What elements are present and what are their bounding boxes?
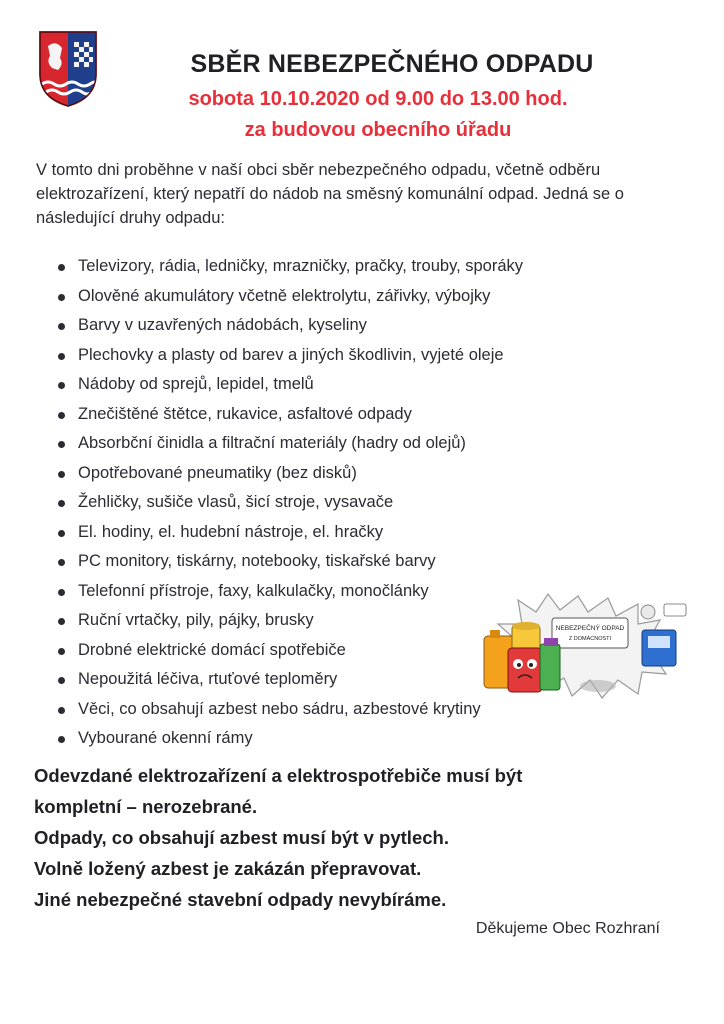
list-item xyxy=(56,400,656,430)
bullet-icon xyxy=(58,441,65,448)
bullet-icon xyxy=(58,323,65,330)
list-item-text: Žehličky, sušiče vlasů, šicí stroje, vysavače xyxy=(78,493,394,511)
list-item-text: Ruční vrtačky, pily, pájky, brusky xyxy=(78,611,314,629)
list-item-text: Televizory, rádia, ledničky, mrazničky, pračky, trouby, sporáky xyxy=(78,257,524,275)
note-line: kompletní – nerozebrané. xyxy=(34,796,258,817)
hazardous-waste-clipart xyxy=(478,590,694,700)
location-line: za budovou obecního úřadu xyxy=(244,119,512,141)
bullet-icon xyxy=(58,648,65,655)
list-item xyxy=(56,547,656,577)
list-item-text: Vybourané okenní rámy xyxy=(78,729,253,747)
list-item xyxy=(56,724,656,754)
list-item xyxy=(56,429,656,459)
list-item xyxy=(56,252,656,282)
note-line: Volně ložený azbest je zakázán přepravovat. xyxy=(34,858,422,879)
list-item-text: Barvy v uzavřených nádobách, kyseliny xyxy=(78,316,367,334)
list-item xyxy=(56,518,656,548)
bullet-icon xyxy=(58,382,65,389)
bullet-icon xyxy=(58,500,65,507)
intro-paragraph: V tomto dni proběhne v naší obci sběr nebezpečného odpadu, včetně odběru elektrozařízení, který nepatří do nádob na směsný komunální odpad. Jedná se o následující druhy odpadu: xyxy=(36,161,624,227)
bullet-icon xyxy=(58,589,65,596)
note-line: Odpady, co obsahují azbest musí být v pytlech. xyxy=(34,827,449,848)
list-item-text: Olověné akumulátory včetně elektrolytu, zářivky, výbojky xyxy=(78,286,491,305)
bullet-icon xyxy=(58,353,65,360)
list-item-text: Znečištěné štětce, rukavice, asfaltové odpady xyxy=(78,404,412,423)
date-line: sobota 10.10.2020 od 9.00 do 13.00 hod. xyxy=(188,88,568,110)
list-item-text: Nepoužitá léčiva, rtuťové teploměry xyxy=(78,670,338,688)
clipart-caption-2: Z DOMÁCNOSTI xyxy=(568,636,612,642)
list-item xyxy=(56,282,656,312)
page-title: SBĚR NEBEZPEČNÉHO ODPADU xyxy=(190,50,594,78)
list-item-text: Věci, co obsahují azbest nebo sádru, azbestové krytiny xyxy=(78,699,481,718)
bullet-icon xyxy=(58,707,65,714)
clipart-caption-1: NEBEZPEČNÝ ODPAD xyxy=(555,625,625,632)
list-item xyxy=(56,341,656,371)
bullet-icon xyxy=(58,736,65,743)
list-item-text: Plechovky a plasty od barev a jiných škodlivin, vyjeté oleje xyxy=(78,345,504,364)
bullet-icon xyxy=(58,294,65,301)
note-line: Jiné nebezpečné stavební odpady nevybíráme. xyxy=(34,889,447,910)
signature: Děkujeme Obec Rozhraní xyxy=(475,920,660,937)
bullet-icon xyxy=(58,559,65,566)
bullet-icon xyxy=(58,618,65,625)
list-item xyxy=(56,311,656,341)
note-line: Odevzdané elektrozařízení a elektrospotřebiče musí být xyxy=(34,765,523,786)
list-item xyxy=(56,370,656,400)
notes-block xyxy=(34,760,522,915)
list-item-text: PC monitory, tiskárny, notebooky, tiskařské barvy xyxy=(78,552,436,570)
list-item-text: Telefonní přístroje, faxy, kalkulačky, monočlánky xyxy=(78,581,429,600)
bullet-icon xyxy=(58,677,65,684)
bullet-icon xyxy=(58,471,65,478)
list-item-text: El. hodiny, el. hudební nástroje, el. hračky xyxy=(78,522,384,541)
list-item-text: Nádoby od sprejů, lepidel, tmelů xyxy=(78,375,314,393)
list-item-text: Drobné elektrické domácí spotřebiče xyxy=(78,640,346,659)
list-item-text: Absorbční činidla a filtrační materiály (hadry od olejů) xyxy=(78,434,466,452)
list-item xyxy=(56,459,656,489)
bullet-icon xyxy=(58,530,65,537)
list-item-text: Opotřebované pneumatiky (bez disků) xyxy=(78,463,357,482)
bullet-icon xyxy=(58,412,65,419)
bullet-icon xyxy=(58,264,65,271)
list-item xyxy=(56,488,656,518)
